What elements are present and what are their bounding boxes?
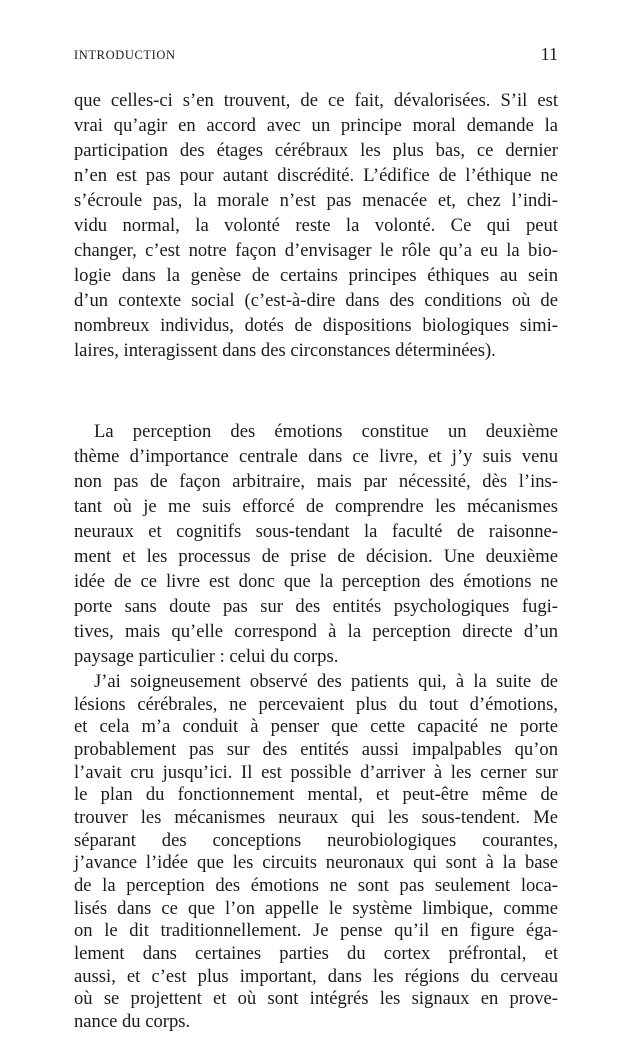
text-line: séparant des conceptions neurobiologiques courantes, [74, 830, 558, 851]
text-line: trouver les mécanismes neuraux qui les sous-tendent. Me [74, 807, 558, 828]
text-line: nombreux individus, dotés de dispositions biologiques simi- [74, 315, 558, 336]
section-title: INTRODUCTION [74, 48, 176, 62]
text-line: on le dit traditionnellement. Je pense qu’il en figure éga- [74, 920, 558, 941]
text-line: logie dans la genèse de certains principes éthiques au sein [74, 265, 558, 286]
text-line: j’avance l’idée que les circuits neuronaux qui sont à la base [74, 852, 558, 873]
text-line: lisés dans ce que l’on appelle le système limbique, comme [74, 898, 558, 919]
text-line: nance du corps. [74, 1011, 191, 1032]
text-line: lésions cérébrales, ne percevaient plus du tout d’émotions, [74, 694, 558, 715]
text-line: participation des étages cérébraux les plus bas, ce dernier [74, 140, 558, 161]
text-line: tant où je me suis efforcé de comprendre les mécanismes [74, 496, 558, 517]
text-line: vidu normal, la volonté reste la volonté. Ce qui peut [74, 215, 558, 236]
text-line: de la perception des émotions ne sont pas seulement loca- [74, 875, 558, 896]
page-number: 11 [540, 44, 558, 64]
text-line: n’en est pas pour autant discrédité. L’édifice de l’éthique ne [74, 165, 558, 186]
text-line: J’ai soigneusement observé des patients qui, à la suite de [94, 671, 558, 692]
running-header [74, 44, 558, 66]
text-line: que celles-ci s’en trouvent, de ce fait, dévalorisées. S’il est [74, 90, 558, 111]
text-line: non pas de façon arbitraire, mais par nécessité, dès l’ins- [74, 471, 558, 492]
text-line: changer, c’est notre façon d’envisager le rôle qu’a eu la bio- [74, 240, 558, 261]
text-line: et cela m’a conduit à penser que cette capacité ne porte [74, 716, 558, 737]
text-line: paysage particulier : celui du corps. [74, 646, 339, 667]
text-line: probablement pas sur des entités aussi impalpables qu’on [74, 739, 558, 760]
text-line: aussi, et c’est plus important, dans les régions du cerveau [74, 966, 558, 987]
text-line: lement dans certaines parties du cortex préfrontal, et [74, 943, 558, 964]
text-line: s’écroule pas, la morale n’est pas menacée et, chez l’indi- [74, 190, 558, 211]
text-line: vrai qu’agir en accord avec un principe moral demande la [74, 115, 558, 136]
text-line: où se projettent et où sont intégrés les signaux en prove- [74, 988, 558, 1009]
text-line: La perception des émotions constitue un deuxième [94, 421, 558, 442]
text-line: thème d’importance centrale dans ce livre, et j’y suis venu [74, 446, 558, 467]
text-line: ment et les processus de prise de décision. Une deuxième [74, 546, 558, 567]
text-line: d’un contexte social (c’est-à-dire dans des conditions où de [74, 290, 558, 311]
text-line: neuraux et cognitifs sous-tendant la faculté de raisonne- [74, 521, 558, 542]
book-page [74, 0, 558, 1039]
text-line: le plan du fonctionnement mental, et peut-être même de [74, 784, 558, 805]
text-line: porte sans doute pas sur des entités psychologiques fugi- [74, 596, 558, 617]
text-line: l’avait cru jusqu’ici. Il est possible d’arriver à les cerner sur [74, 762, 558, 783]
text-line: tives, mais qu’elle correspond à la perception directe d’un [74, 621, 558, 642]
text-line: laires, interagissent dans des circonstances déterminées). [74, 340, 496, 361]
text-line: idée de ce livre est donc que la perception des émotions ne [74, 571, 558, 592]
